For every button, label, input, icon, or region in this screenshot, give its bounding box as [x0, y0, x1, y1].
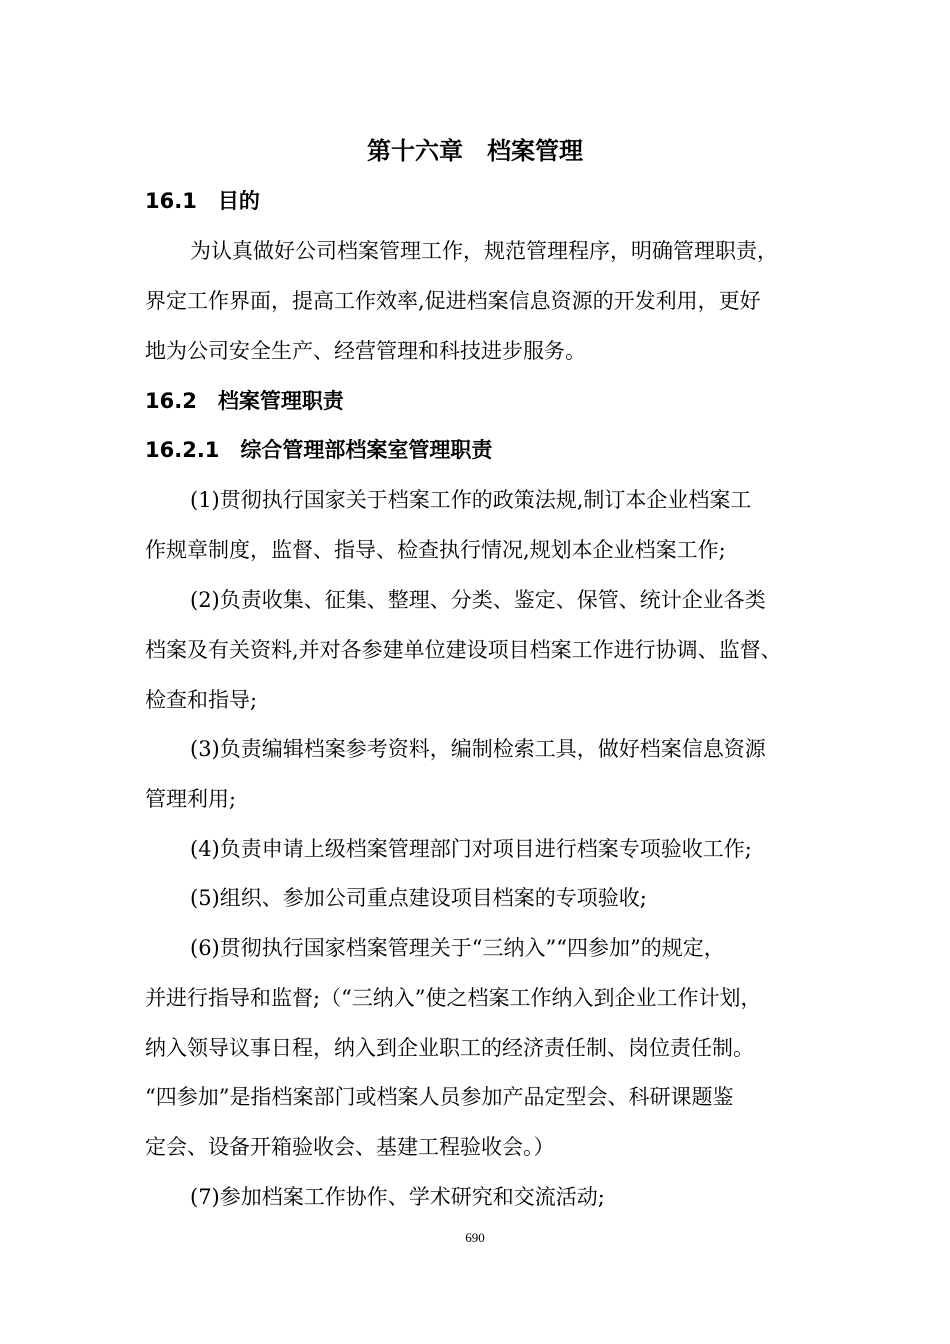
list-item-2-line: (2)负责收集、征集、整理、分类、鉴定、保管、统计企业各类 [190, 588, 766, 612]
list-item-1-line: (1)贯彻执行国家关于档案工作的政策法规,制订本企业档案工 [190, 488, 752, 512]
list-item-3-line: 管理利用; [145, 787, 237, 811]
list-item-6-line: 纳入领导议事日程，纳入到企业职工的经济责任制、岗位责任制。 [145, 1036, 754, 1060]
list-item-2-line: 检查和指导; [145, 688, 258, 712]
list-item-7-line: (7)参加档案工作协作、学术研究和交流活动; [190, 1185, 605, 1209]
paragraph-line: 为认真做好公司档案管理工作，规范管理程序，明确管理职责， [190, 239, 778, 263]
page-number: 690 [465, 1230, 485, 1245]
section-heading-16-2-1: 16.2.1 综合管理部档案室管理职责 [145, 438, 493, 462]
list-item-1-line: 作规章制度，监督、指导、检查执行情况,规划本企业档案工作; [145, 538, 726, 562]
paragraph-line: 地为公司安全生产、经营管理和科技进步服务。 [145, 339, 586, 363]
chapter-title: 第十六章 档案管理 [367, 137, 583, 165]
section-heading-16-2: 16.2 档案管理职责 [145, 389, 344, 413]
list-item-5-line: (5)组织、参加公司重点建设项目档案的专项验收; [190, 886, 647, 910]
section-heading-16-1: 16.1 目的 [145, 189, 260, 213]
list-item-3-line: (3)负责编辑档案参考资料，编制检索工具，做好档案信息资源 [190, 737, 766, 761]
list-item-4-line: (4)负责申请上级档案管理部门对项目进行档案专项验收工作; [190, 837, 752, 861]
list-item-6-line: (6)贯彻执行国家档案管理关于“三纳入”“四参加”的规定， [190, 936, 725, 960]
list-item-6-line: 并进行指导和监督;（“三纳入”使之档案工作纳入到企业工作计划， [145, 986, 762, 1010]
list-item-6-line: 定会、设备开箱验收会、基建工程验收会。） [145, 1135, 555, 1159]
list-item-2-line: 档案及有关资料,并对各参建单位建设项目档案工作进行协调、监督、 [145, 638, 782, 662]
list-item-6-line: “四参加”是指档案部门或档案人员参加产品定型会、科研课题鉴 [145, 1085, 734, 1109]
paragraph-line: 界定工作界面，提高工作效率,促进档案信息资源的开发利用，更好 [145, 289, 761, 313]
